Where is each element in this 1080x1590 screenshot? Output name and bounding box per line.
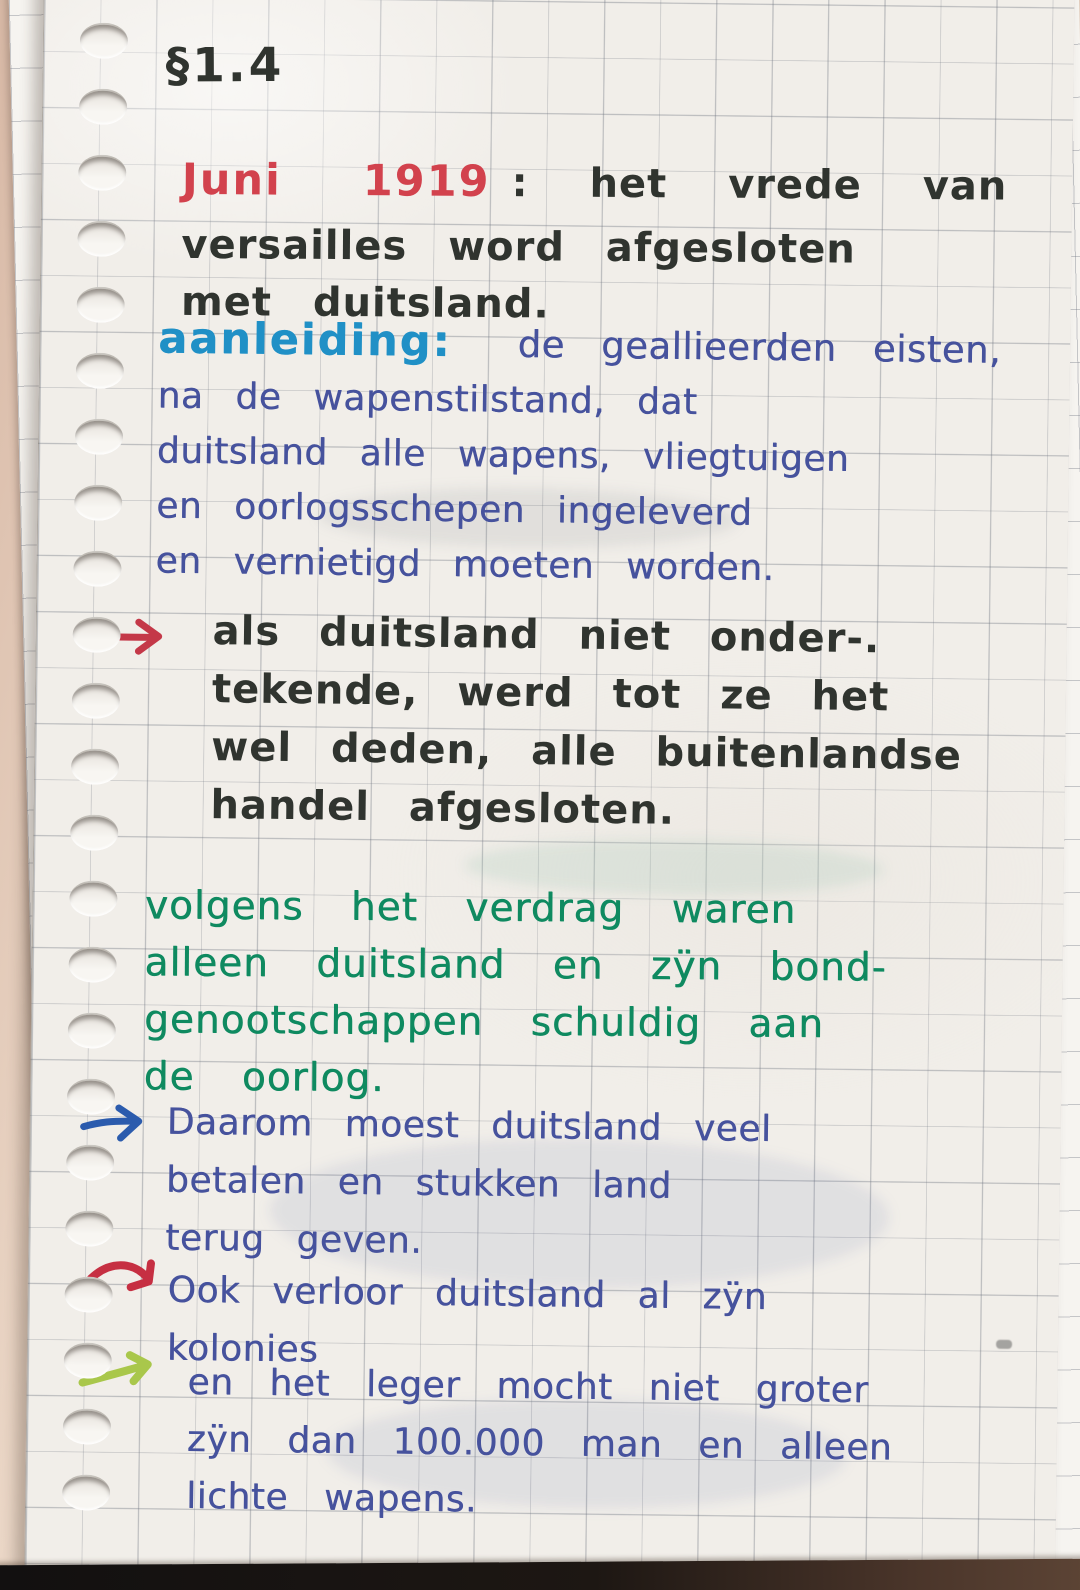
note-line: Ook verloor duitsland al zÿn xyxy=(167,1269,768,1318)
note-line: terug geven. xyxy=(165,1217,423,1262)
binder-hole xyxy=(72,682,120,719)
binder-hole xyxy=(64,1276,112,1313)
note-line: duitsland alle wapens, vliegtuigen xyxy=(156,430,850,480)
trade-point xyxy=(210,602,963,843)
binder-hole xyxy=(62,1474,110,1511)
desk-edge xyxy=(0,1559,1080,1590)
intro-date: Juni 1919 xyxy=(181,154,491,208)
binder-hole xyxy=(69,880,117,917)
note-line: zÿn dan 100.000 man en alleen xyxy=(186,1418,893,1469)
note-line: : het vrede van xyxy=(511,160,1008,210)
binder-hole xyxy=(65,1210,113,1247)
note-line: Daarom moest duitsland veel xyxy=(166,1101,772,1150)
army-point xyxy=(186,1354,893,1534)
note-line: tekende, werd tot ze het xyxy=(211,666,890,721)
note-line: handel afgesloten. xyxy=(210,782,676,834)
binder-hole xyxy=(79,88,127,125)
note-line: wel deden, alle buitenlandse xyxy=(211,724,963,780)
binder-hole xyxy=(78,154,126,191)
intro-paragraph xyxy=(181,152,1008,337)
binder-hole xyxy=(70,814,118,851)
cause-paragraph xyxy=(155,311,1001,598)
note-line: de geallieerden eisten, xyxy=(517,322,1002,372)
guilt-paragraph xyxy=(144,877,888,1110)
note-line: kolonies xyxy=(166,1327,319,1371)
binder-hole xyxy=(68,946,116,983)
binder-hole xyxy=(64,1342,112,1379)
cause-label: aanleiding: xyxy=(157,313,452,368)
note-line: als duitsland niet onder-. xyxy=(212,608,881,663)
note-line: en vernietigd moeten worden. xyxy=(155,540,775,589)
section-heading: §1.4 xyxy=(165,37,285,94)
note-line: en het leger mocht niet groter xyxy=(187,1361,869,1412)
binder-hole xyxy=(74,484,122,521)
note-line: met duitsland. xyxy=(180,278,550,328)
binder-hole xyxy=(71,748,119,785)
binder-hole xyxy=(76,286,124,323)
binder-hole xyxy=(75,418,123,455)
note-line: de oorlog. xyxy=(143,1054,385,1101)
note-line: alleen duitsland en zÿn bond- xyxy=(144,940,887,991)
stray-pen-mark xyxy=(996,1340,1012,1349)
handwritten-notes xyxy=(25,0,1075,1590)
note-line: na de wapenstilstand, dat xyxy=(157,375,698,424)
binder-hole xyxy=(66,1144,114,1181)
binder-hole xyxy=(63,1408,111,1445)
binder-hole xyxy=(72,616,120,653)
note-line: betalen en stukken land xyxy=(165,1159,672,1207)
binder-hole xyxy=(76,352,124,389)
binder-hole xyxy=(68,1012,116,1049)
note-line: en oorlogsschepen ingeleverd xyxy=(155,485,753,534)
notebook-page xyxy=(24,0,1075,1590)
note-line: genootschappen schuldig aan xyxy=(143,997,825,1047)
note-line: volgens het verdrag waren xyxy=(144,883,797,933)
binder-hole xyxy=(80,22,128,59)
binder-hole xyxy=(73,550,121,587)
pay-point xyxy=(165,1094,772,1275)
note-line: lichte wapens. xyxy=(185,1475,478,1521)
binder-hole xyxy=(67,1078,115,1115)
binder-hole xyxy=(77,220,125,257)
note-line: versailles word afgesloten xyxy=(181,221,856,273)
